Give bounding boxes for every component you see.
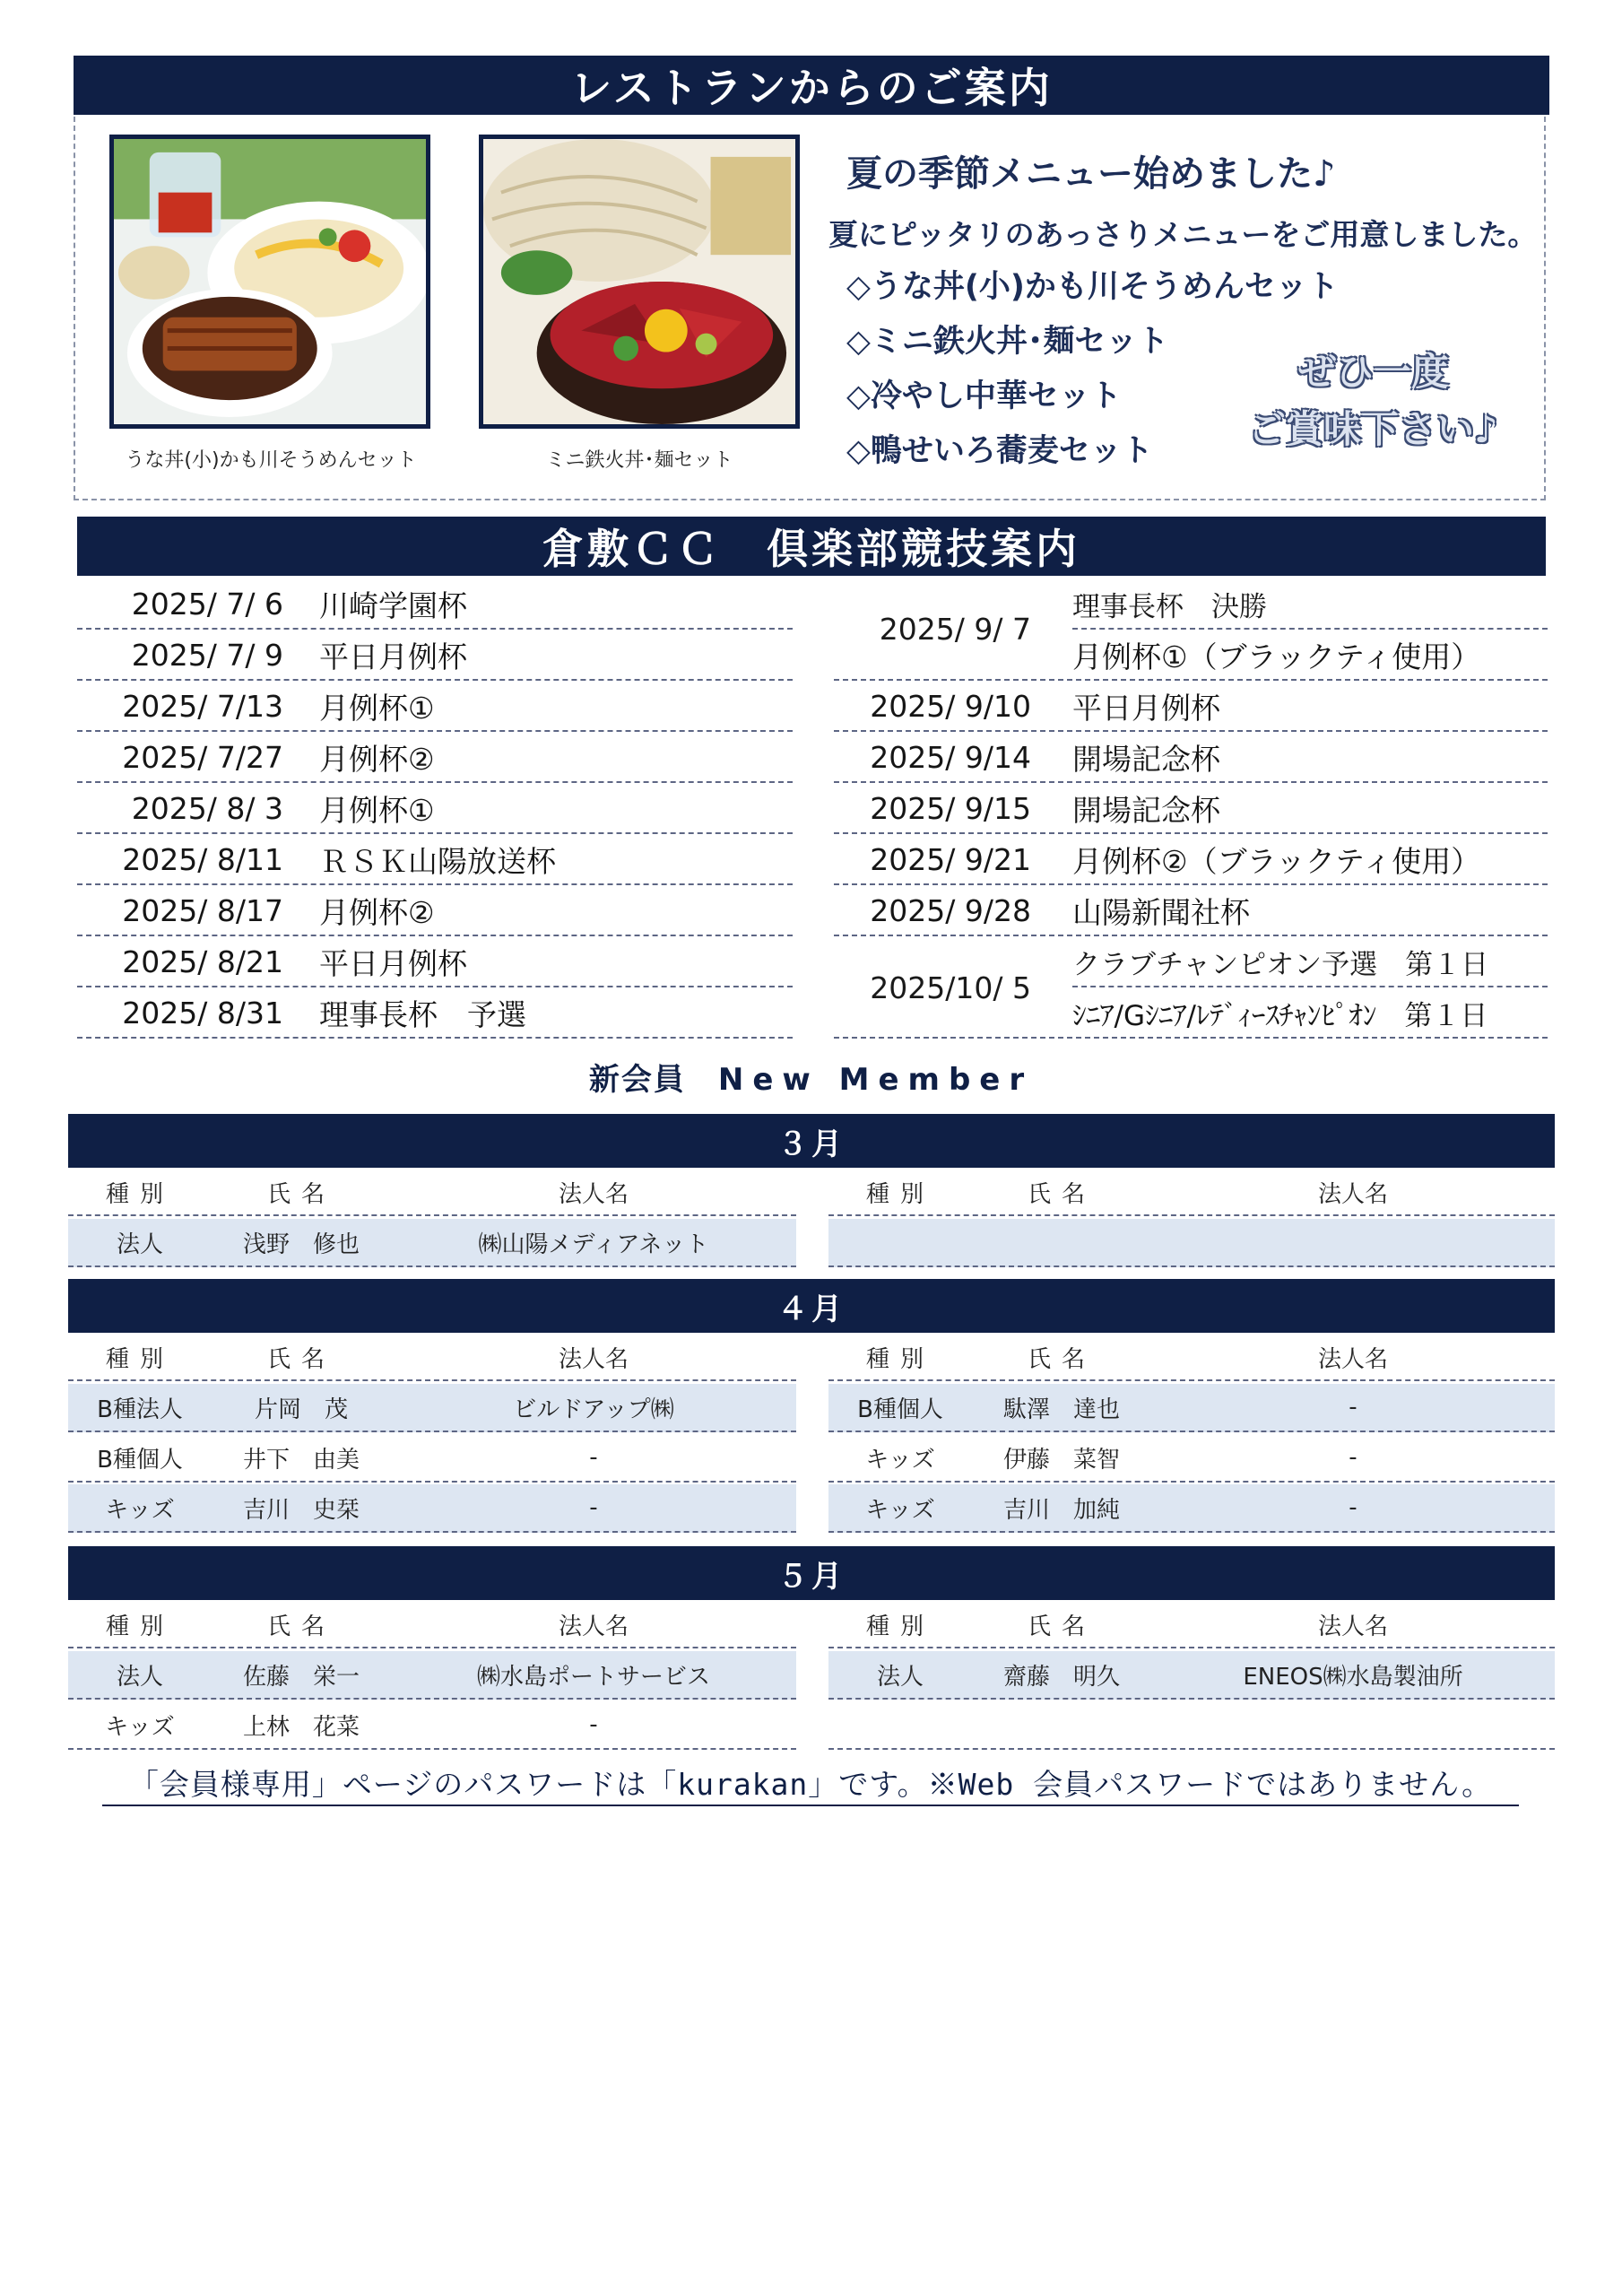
- member-kind: キッズ: [105, 1496, 175, 1524]
- member-kind: 法人: [116, 1231, 163, 1258]
- competition-date: 2025/ 8/21: [122, 944, 283, 979]
- competition-row: [77, 784, 793, 834]
- member-name: 伊藤 菜智: [1002, 1446, 1120, 1474]
- invite-text: ご賞味下さい♪: [1248, 407, 1498, 451]
- member-name: 齋藤 明久: [1002, 1663, 1120, 1691]
- competition-date: 2025/ 9/ 7: [879, 612, 1031, 647]
- competition-name: 月例杯①（ブラックティ使用）: [1072, 639, 1481, 674]
- competition-date: 2025/ 9/10: [870, 688, 1031, 724]
- competition-name: 平日月例杯: [319, 639, 467, 674]
- header-kind: 種別: [865, 1180, 934, 1208]
- competition-row: [77, 579, 793, 630]
- unadon-somen-photo: [109, 135, 430, 429]
- competition-name: 平日月例杯: [1072, 690, 1220, 726]
- header-corp: 法人名: [1317, 1613, 1388, 1640]
- member-kind: キッズ: [105, 1713, 175, 1741]
- member-kind: B種法人: [97, 1396, 183, 1423]
- member-row: [68, 1484, 796, 1533]
- competition-date: 2025/ 7/ 9: [131, 637, 283, 673]
- competition-row: [77, 631, 793, 681]
- competition-name: 平日月例杯: [319, 945, 467, 981]
- competition-row: [834, 631, 1548, 681]
- new-member-title: [0, 1055, 1622, 1099]
- member-name: 上林 花菜: [242, 1713, 360, 1741]
- competition-date: 2025/ 9/15: [870, 790, 1031, 826]
- member-kind: キッズ: [865, 1496, 935, 1524]
- member-header: [828, 1335, 1555, 1381]
- menu-item: ◇冷やし中華セット: [846, 378, 1122, 414]
- member-name: 吉川 加純: [1002, 1496, 1120, 1524]
- header-corp: 法人名: [558, 1180, 629, 1208]
- member-row: [828, 1701, 1555, 1750]
- competition-row: [834, 682, 1548, 732]
- member-corp: ㈱山陽メディアネット: [478, 1231, 709, 1258]
- competition-name: 川崎学園杯: [319, 587, 467, 623]
- competition-title: 倉敷ＣＣ 倶楽部競技案内: [77, 517, 1546, 576]
- header-name: 氏名: [266, 1613, 335, 1640]
- menu-item: ◇うな丼(小)かも川そうめんセット: [846, 269, 1339, 305]
- competition-name: 月例杯②: [319, 894, 435, 930]
- competition-row: [77, 682, 793, 732]
- competition-row: [834, 835, 1548, 885]
- header-corp: 法人名: [1317, 1345, 1388, 1373]
- member-corp: ㈱水島ポートサービス: [476, 1663, 710, 1691]
- member-name: 片岡 茂: [254, 1396, 348, 1423]
- header-corp: 法人名: [558, 1345, 629, 1373]
- competition-date: 2025/ 9/21: [870, 841, 1031, 877]
- member-header: [68, 1170, 796, 1216]
- member-corp: -: [1349, 1494, 1357, 1521]
- competition-name: 開場記念杯: [1072, 792, 1220, 828]
- header-kind: 種別: [105, 1180, 174, 1208]
- member-header: [68, 1602, 796, 1648]
- member-header: [828, 1170, 1555, 1216]
- restaurant-title: レストランからのご案内: [74, 56, 1549, 115]
- member-corp: -: [1349, 1394, 1357, 1421]
- menu-headline: 夏の季節メニュー始めました♪: [846, 153, 1336, 195]
- competition-row: [834, 733, 1548, 783]
- competition-name: 理事長杯 予選: [319, 996, 526, 1032]
- competition-name: クラブチャンピオン予選 第１日: [1072, 937, 1548, 987]
- member-row: [68, 1384, 796, 1432]
- month-band: ４月: [68, 1279, 1555, 1333]
- member-name: 井下 由美: [242, 1446, 360, 1474]
- member-corp: -: [589, 1711, 598, 1738]
- menu-item: ◇鴨せいろ蕎麦セット: [846, 433, 1153, 469]
- new-member-title-ja: 新会員: [588, 1062, 686, 1098]
- photo-caption: うな丼(小)かも川そうめんセット: [125, 449, 417, 472]
- member-name: 吉川 史栞: [242, 1496, 360, 1524]
- member-corp: -: [589, 1444, 598, 1471]
- invite-text: ぜひ一度: [1298, 350, 1450, 394]
- competition-name: ＲＳＫ山陽放送杯: [319, 843, 556, 879]
- menu-intro: 夏にピッタリのあっさりメニューをご用意しました。: [828, 217, 1538, 252]
- competition-row: [77, 937, 793, 987]
- competition-date: 2025/ 9/28: [870, 892, 1031, 928]
- member-kind: キッズ: [865, 1446, 935, 1474]
- member-row: [68, 1701, 796, 1750]
- competition-name: 月例杯②（ブラックティ使用）: [1072, 843, 1481, 879]
- competition-row: [834, 784, 1548, 834]
- competition-name: 山陽新聞社杯: [1072, 894, 1250, 930]
- member-kind: B種個人: [97, 1446, 183, 1474]
- competition-name: 月例杯①: [319, 792, 435, 828]
- competition-row: [834, 988, 1548, 1039]
- member-row: [828, 1651, 1555, 1700]
- new-member-title-en: New Member: [717, 1062, 1034, 1098]
- menu-item: ◇ミニ鉄火丼･麺セット: [846, 324, 1169, 360]
- member-row: [828, 1434, 1555, 1483]
- member-corp: ENEOS㈱水島製油所: [1243, 1663, 1463, 1691]
- header-name: 氏名: [266, 1180, 335, 1208]
- member-kind: 法人: [116, 1663, 163, 1691]
- competition-name: 月例杯①: [319, 690, 435, 726]
- header-kind: 種別: [865, 1345, 934, 1373]
- competition-date: 2025/ 7/27: [122, 739, 283, 775]
- competition-date: 2025/10/ 5: [870, 970, 1031, 1005]
- member-row: [68, 1434, 796, 1483]
- member-corp: -: [1349, 1444, 1357, 1471]
- header-kind: 種別: [105, 1613, 174, 1640]
- competition-name: 理事長杯 決勝: [1072, 579, 1548, 630]
- member-row: [828, 1219, 1555, 1267]
- competition-date: 2025/ 8/ 3: [131, 790, 283, 826]
- member-header: [68, 1335, 796, 1381]
- competition-row: [834, 886, 1548, 936]
- member-row: [68, 1219, 796, 1267]
- competition-row: [77, 988, 793, 1039]
- competition-date: 2025/ 7/13: [122, 688, 283, 724]
- header-name: 氏名: [266, 1345, 335, 1373]
- competition-name: ｼﾆｱ/Gｼﾆｱ/ﾚﾃﾞｨｰｽﾁｬﾝﾋﾟｵﾝ 第１日: [1072, 999, 1488, 1032]
- competition-date: 2025/ 8/11: [122, 841, 283, 877]
- member-corp: ビルドアップ㈱: [513, 1396, 674, 1423]
- month-band: ３月: [68, 1114, 1555, 1168]
- header-corp: 法人名: [1317, 1180, 1388, 1208]
- tekkadon-noodle-photo: [479, 135, 800, 429]
- competition-row: [77, 733, 793, 783]
- competition-date: 2025/ 7/ 6: [131, 586, 283, 622]
- member-header: [828, 1602, 1555, 1648]
- month-band: ５月: [68, 1546, 1555, 1600]
- photo-caption: ミニ鉄火丼･麺セット: [545, 449, 733, 472]
- competition-row: [77, 835, 793, 885]
- member-kind: B種個人: [857, 1396, 943, 1423]
- member-name: 浅野 修也: [242, 1231, 360, 1258]
- competition-date: 2025/ 8/31: [122, 995, 283, 1031]
- header-kind: 種別: [105, 1345, 174, 1373]
- member-name: 佐藤 栄一: [242, 1663, 360, 1691]
- competition-row: [77, 886, 793, 936]
- competition-date: 2025/ 8/17: [122, 892, 283, 928]
- competition-date: 2025/ 9/14: [870, 739, 1031, 775]
- member-kind: 法人: [876, 1663, 924, 1691]
- header-name: 氏名: [1027, 1613, 1096, 1640]
- header-kind: 種別: [865, 1613, 934, 1640]
- header-name: 氏名: [1027, 1345, 1096, 1373]
- member-row: [828, 1384, 1555, 1432]
- competition-name: 月例杯②: [319, 741, 435, 777]
- member-name: 駄澤 達也: [1002, 1396, 1120, 1423]
- competition-name: 開場記念杯: [1072, 741, 1220, 777]
- member-row: [828, 1484, 1555, 1533]
- member-row: [68, 1651, 796, 1700]
- header-corp: 法人名: [558, 1613, 629, 1640]
- header-name: 氏名: [1027, 1180, 1096, 1208]
- password-note: 「会員様専用」ページのパスワードは「kurakan」です。※Web 会員パスワードではありません。: [102, 1761, 1519, 1806]
- member-corp: -: [589, 1494, 598, 1521]
